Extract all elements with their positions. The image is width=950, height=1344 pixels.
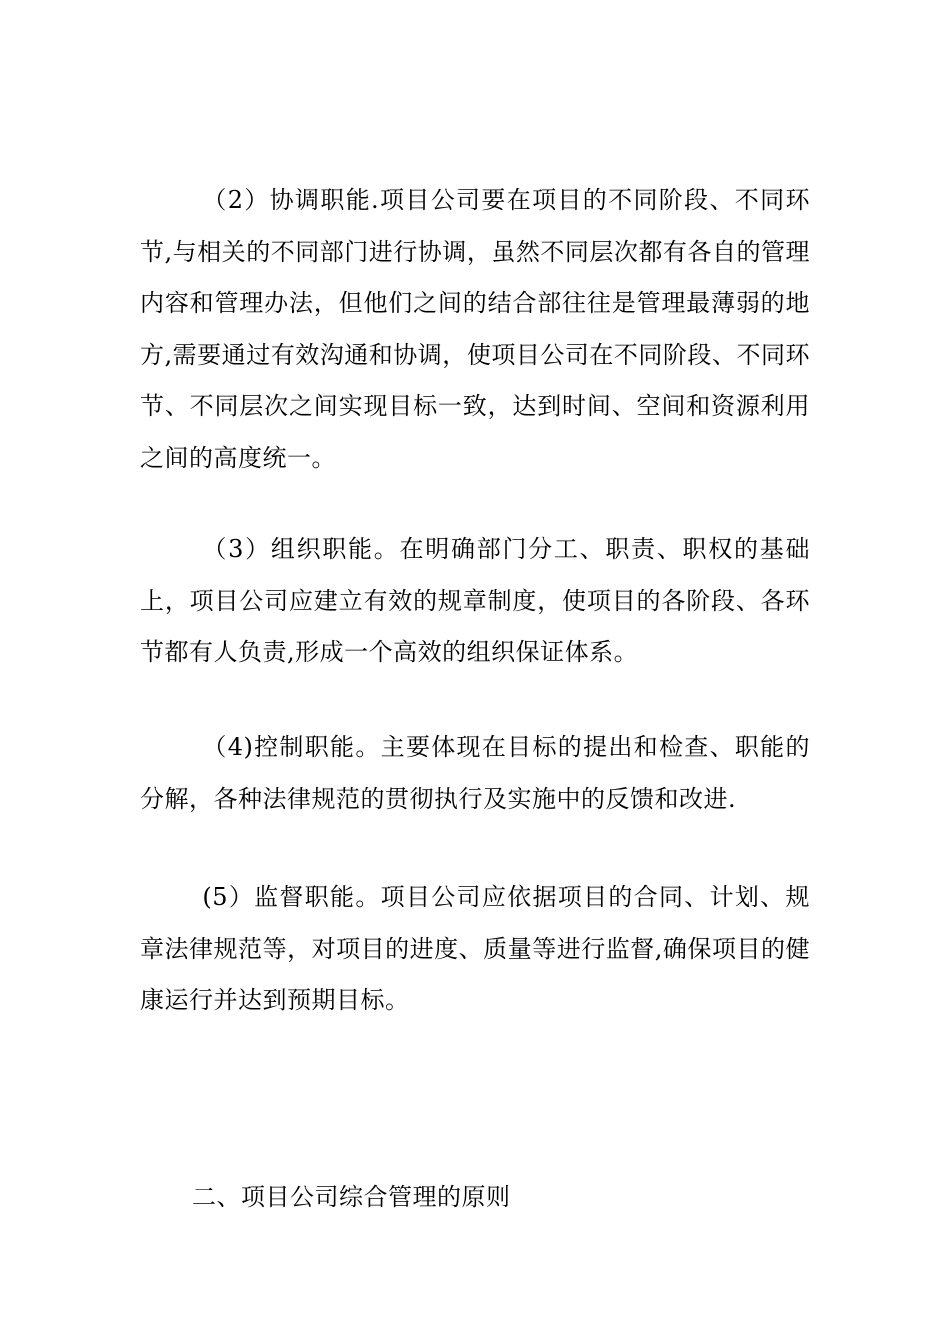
- paragraph-coordination-function: （2）协调职能.项目公司要在项目的不同阶段、不同环节,与相关的不同部门进行协调，虽然不同层次都有各自的管理内容和管理办法，但他们之间的结合部往往是管理最薄弱的地方,需要通过有效沟通和协调，使项目公司在不同阶段、不同环节、不同层次之间实现目标一致，达到时间、空间和资源利用之间的高度统一。: [140, 186, 810, 472]
- paragraph-control-function: （4)控制职能。主要体现在目标的提出和检查、职能的分解，各种法律规范的贯彻执行及实施中的反馈和改进.: [140, 733, 810, 813]
- paragraph-organization-function: （3）组织职能。在明确部门分工、职责、职权的基础上，项目公司应建立有效的规章制度，使项目的各阶段、各环节都有人负责,形成一个高效的组织保证体系。: [140, 535, 810, 666]
- paragraph-supervision-function: (5）监督职能。项目公司应依据项目的合同、计划、规章法律规范等，对项目的进度、质量等进行监督,确保项目的健康运行并达到预期目标。: [140, 883, 810, 1014]
- section-heading: 二、项目公司综合管理的原则: [192, 1183, 511, 1211]
